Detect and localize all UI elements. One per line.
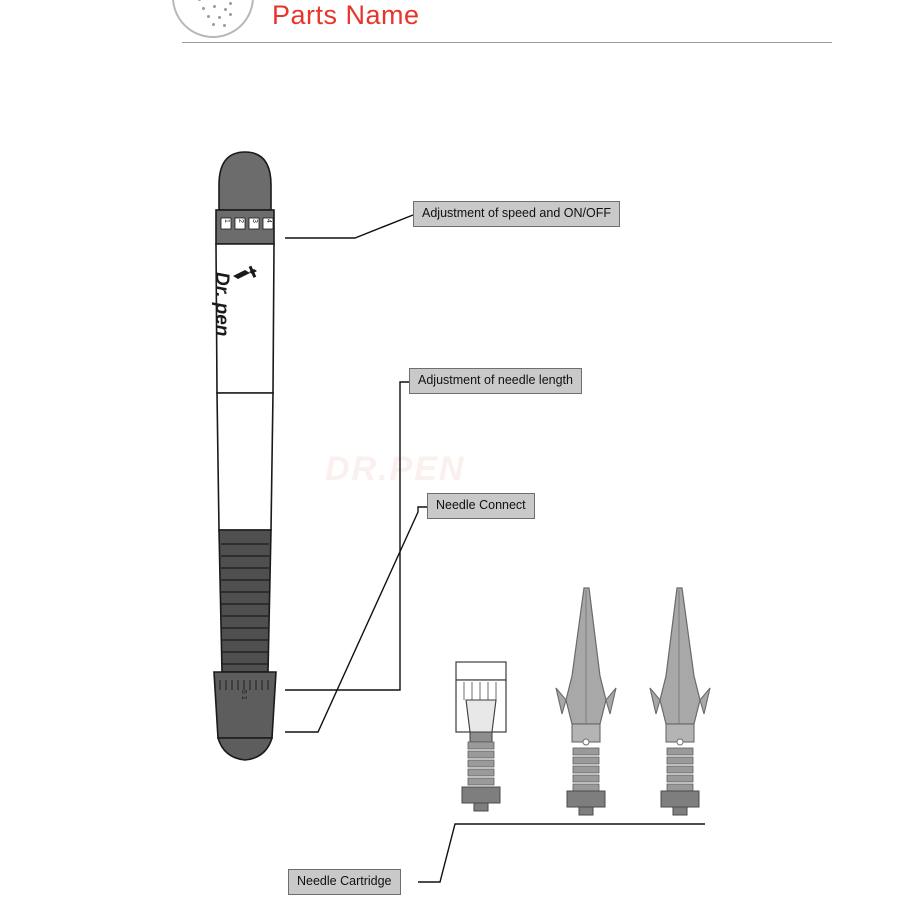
speed-mark-4: 4 bbox=[265, 219, 272, 223]
needle-length-ring-label: 5 1 bbox=[240, 690, 247, 700]
callout-needle-cartridge: Needle Cartridge bbox=[288, 869, 401, 895]
speed-mark-1: 1 bbox=[223, 219, 230, 223]
speed-mark-2: 2 bbox=[237, 219, 244, 223]
speed-mark-3: 3 bbox=[251, 219, 258, 223]
callout-speed-onoff: Adjustment of speed and ON/OFF bbox=[413, 201, 620, 227]
cartridge-open bbox=[456, 662, 506, 811]
cartridge-right bbox=[650, 588, 710, 815]
cartridge-mid bbox=[556, 588, 616, 815]
watermark: DR.PEN bbox=[325, 450, 466, 488]
brand-label: Dr. pen bbox=[211, 272, 232, 337]
callout-needle-connect: Needle Connect bbox=[427, 493, 535, 519]
page-title: Parts Name bbox=[272, 0, 420, 30]
callout-needle-length: Adjustment of needle length bbox=[409, 368, 582, 394]
